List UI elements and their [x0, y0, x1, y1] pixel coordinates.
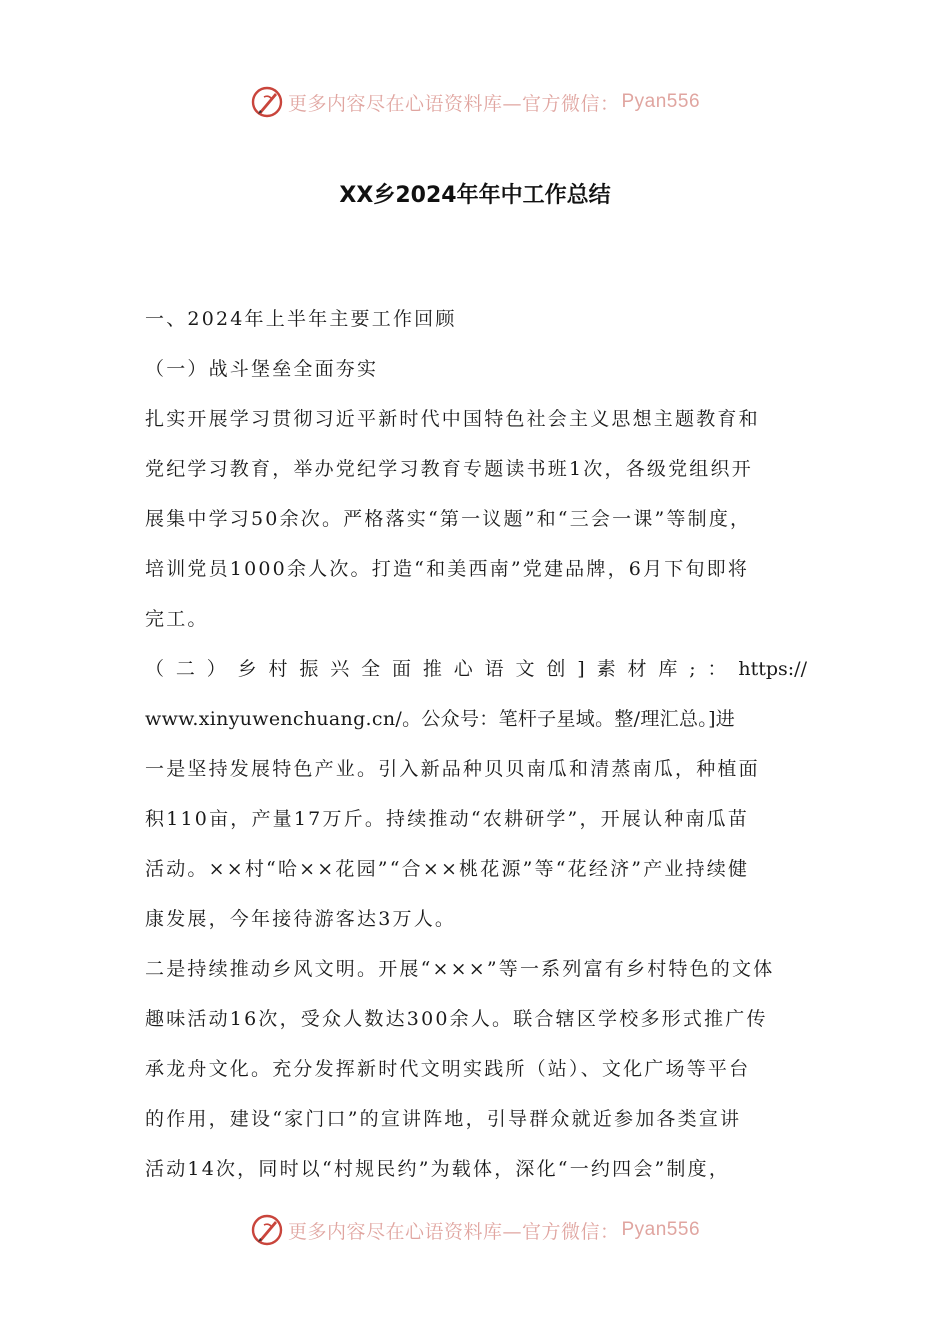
watermark-footer — [0, 1210, 950, 1250]
paragraph-line: 培训党员1000余人次。打造“和美西南”党建品牌，6月下旬即将 — [145, 558, 750, 580]
paragraph-line: 扎实开展学习贯彻习近平新时代中国特色社会主义思想主题教育和 — [145, 408, 760, 430]
paragraph-line: 二是持续推动乡风文明。开展“×××”等一系列富有乡村特色的文体 — [145, 958, 775, 980]
paragraph-line: 党纪学习教育，举办党纪学习教育专题读书班1次，各级党组织开 — [145, 458, 753, 480]
document-body — [145, 294, 807, 1194]
watermark-wechat-id: Pyan556 — [621, 1219, 701, 1240]
subsection-heading: （一）战斗堡垒全面夯实 — [145, 358, 379, 380]
paragraph-line: www.xinyuwenchuang.cn/。公众号：笔杆子星域。整/理汇总。]进 — [145, 708, 736, 730]
paragraph-line: 一是坚持发展特色产业。引入新品种贝贝南瓜和清蒸南瓜，种植面 — [145, 758, 760, 780]
paragraph-line: 展集中学习50余次。严格落实“第一议题”和“三会一课”等制度， — [145, 508, 752, 530]
section-heading: 一、2024年上半年主要工作回顾 — [145, 308, 457, 330]
document-title: XX乡2024年年中工作总结 — [339, 183, 611, 208]
paragraph-line: 趣味活动16次，受众人数达300余人。联合辖区学校多形式推广传 — [145, 1008, 768, 1030]
paragraph-line: 积110亩，产量17万斤。持续推动“农耕研学”，开展认种南瓜苗 — [145, 808, 750, 830]
paragraph-line: 承龙舟文化。充分发挥新时代文明实践所（站）、文化广场等平台 — [145, 1058, 751, 1080]
paragraph-line: 活动。××村“哈××花园”“合××桃花源”等“花经济”产业持续健 — [145, 858, 750, 880]
quill-pen-logo-icon — [250, 85, 284, 119]
paragraph-line: 活动14次，同时以“村规民约”为载体，深化“一约四会”制度， — [145, 1158, 731, 1180]
watermark-header — [0, 82, 950, 122]
watermark-text: 更多内容尽在心语资料库—官方微信： — [287, 1220, 620, 1243]
quill-pen-logo-icon — [250, 1213, 284, 1247]
watermark-text: 更多内容尽在心语资料库—官方微信： — [287, 92, 620, 115]
paragraph-line: 完工。 — [145, 608, 209, 630]
paragraph-line: 的作用，建设“家门口”的宣讲阵地，引导群众就近参加各类宣讲 — [145, 1108, 742, 1130]
paragraph-line: 康发展，今年接待游客达3万人。 — [145, 908, 457, 930]
watermark-wechat-id: Pyan556 — [621, 91, 701, 112]
subsection-heading: （二）乡村振兴全面推心语文创]素材库;：https:// — [145, 658, 807, 680]
